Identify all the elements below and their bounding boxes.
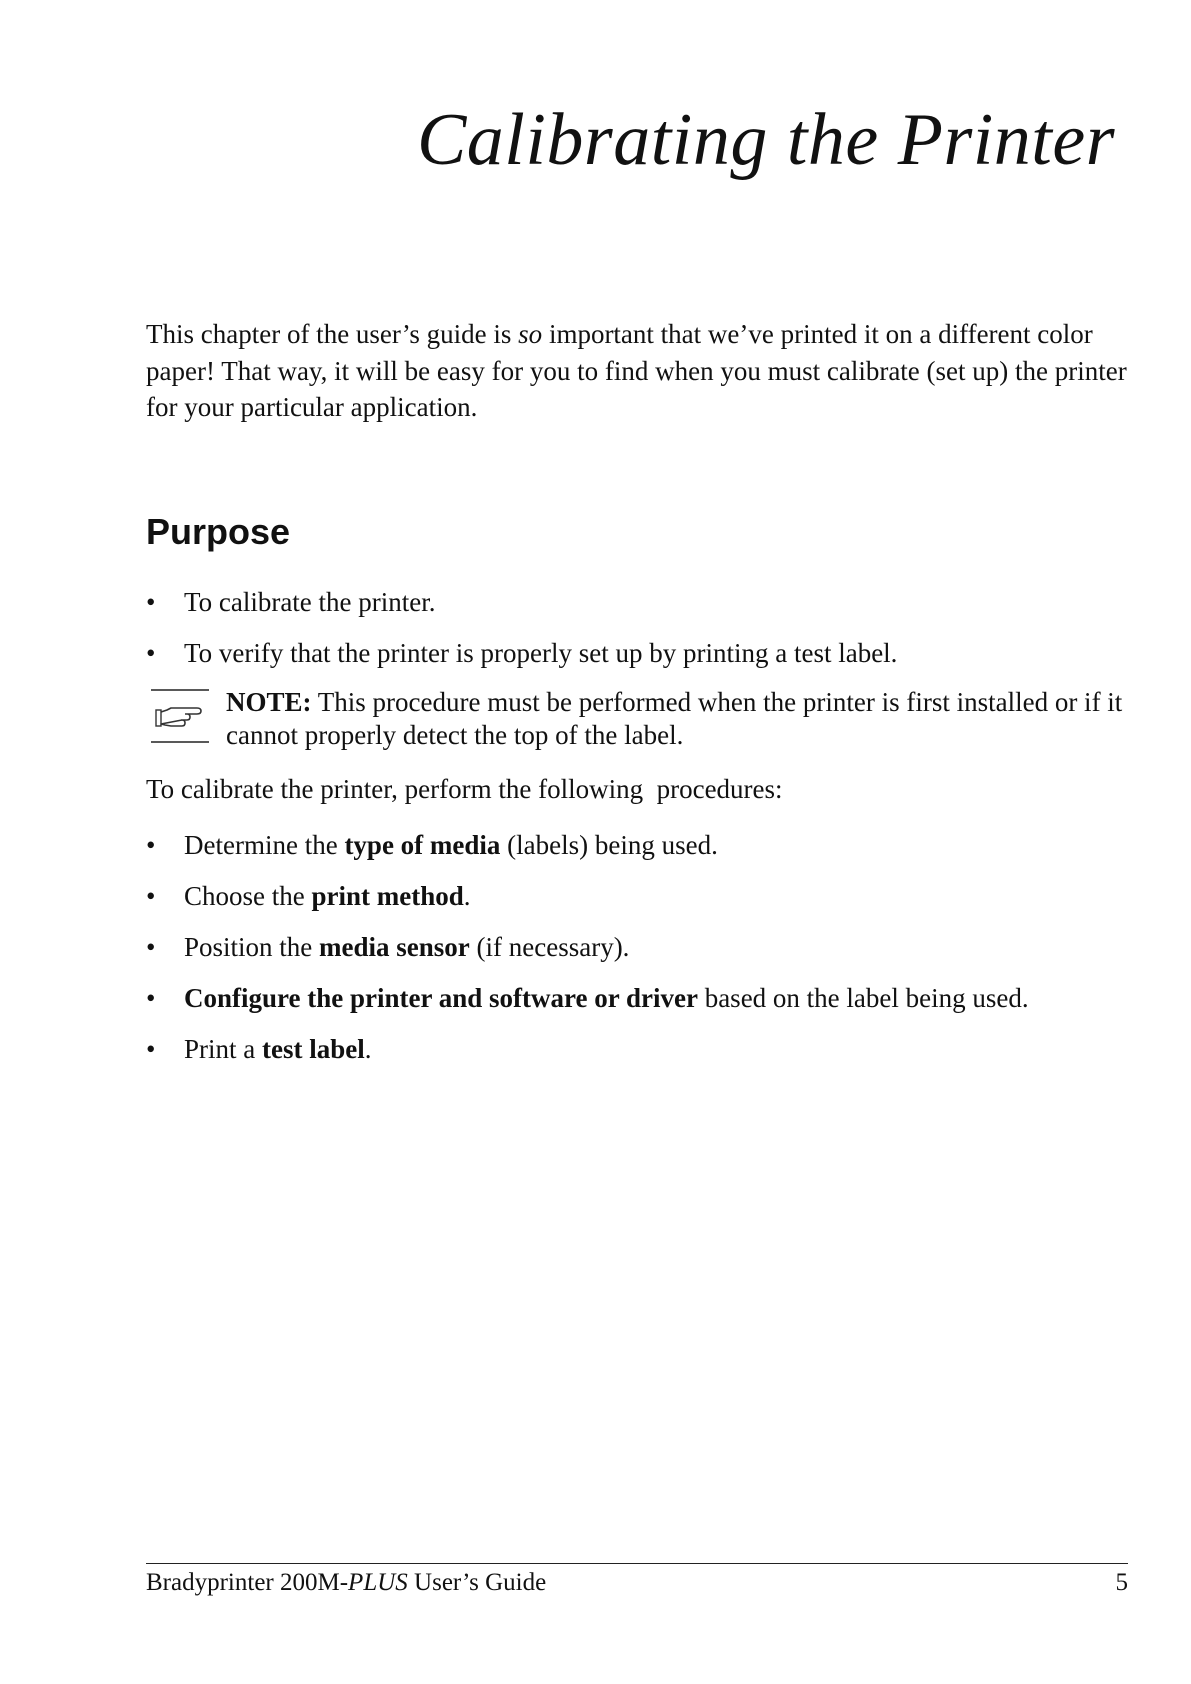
purpose-item-text: To calibrate the printer.	[184, 587, 436, 617]
bullet-icon: •	[146, 587, 156, 617]
footer-product-suffix: PLUS	[348, 1569, 408, 1596]
footer-product-name: Bradyprinter 200M-	[146, 1569, 349, 1596]
purpose-list	[146, 586, 1146, 688]
footer-guide-title	[146, 1567, 546, 1599]
procedure-item-keyword: print method	[311, 881, 464, 911]
procedure-item-print-method	[146, 880, 1146, 913]
bullet-icon: •	[146, 983, 156, 1013]
procedure-item-post: .	[364, 1034, 372, 1064]
intro-emphasis: so	[518, 319, 543, 349]
procedure-item-keyword: Configure the printer and software or driver	[184, 983, 698, 1013]
purpose-item-text: To verify that the printer is properly set up by printing a test label.	[184, 638, 898, 668]
procedure-item-media-sensor	[146, 931, 1146, 964]
footer-guide-label: User’s Guide	[407, 1569, 547, 1596]
procedure-item-media-type	[146, 829, 1146, 862]
procedure-item-pre: Determine the	[184, 830, 345, 860]
note-body: This procedure must be performed when the printer is first installed or if it cannot properly detect the top of the label.	[226, 687, 1123, 750]
procedure-item-post: (labels) being used.	[500, 830, 718, 860]
chapter-title: Calibrating the Printer	[416, 99, 1115, 181]
footer-divider	[146, 1563, 1128, 1564]
bullet-icon: •	[146, 1034, 156, 1064]
bullet-icon: •	[146, 830, 156, 860]
intro-text-start: This chapter of the user’s guide is	[146, 319, 519, 349]
procedure-item-configure	[146, 982, 1146, 1015]
procedure-item-pre: Choose the	[184, 881, 312, 911]
procedure-item-post: .	[463, 881, 471, 911]
procedure-item-keyword: type of media	[344, 830, 501, 860]
bullet-icon: •	[146, 881, 156, 911]
procedure-item-post: (if necessary).	[469, 932, 630, 962]
procedure-list	[146, 829, 1146, 1084]
note-box	[146, 688, 1146, 758]
note-label: NOTE:	[226, 687, 312, 717]
intro-text-end: important that we’ve printed it on a different color paper! That way, it will be easy for you to find when you must calibrate (set up) the printer for your particular application.	[146, 319, 1127, 422]
purpose-heading: Purpose	[146, 511, 291, 552]
pointing-hand-icon	[151, 688, 209, 744]
page-number: 5	[1115, 1569, 1128, 1596]
procedure-item-keyword: media sensor	[319, 932, 470, 962]
bullet-icon: •	[146, 638, 156, 668]
purpose-item-verify	[146, 637, 1146, 670]
procedure-item-pre: Position the	[184, 932, 320, 962]
procedure-item-pre: Print a	[184, 1034, 262, 1064]
procedure-item-test-label	[146, 1033, 1146, 1066]
bullet-icon: •	[146, 932, 156, 962]
purpose-item-calibrate	[146, 586, 1146, 619]
procedure-item-post: based on the label being used.	[697, 983, 1029, 1013]
procedures-lead: To calibrate the printer, perform the following procedures:	[146, 774, 783, 804]
note-text	[226, 686, 1126, 752]
procedure-item-keyword: test label	[262, 1034, 365, 1064]
intro-paragraph	[146, 316, 1136, 426]
